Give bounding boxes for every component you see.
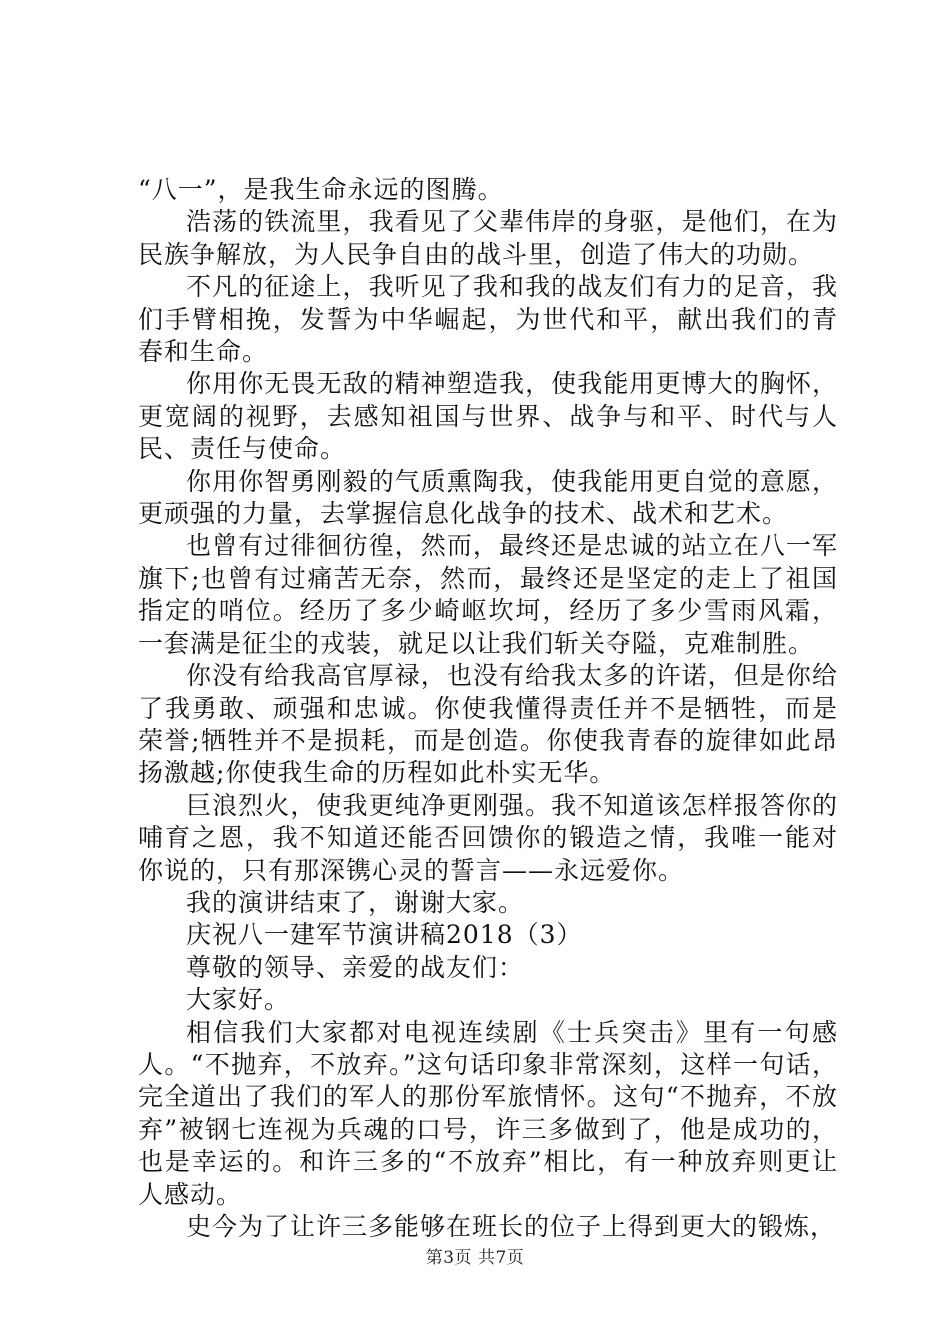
paragraph: 浩荡的铁流里，我看见了父辈伟岸的身驱，是他们，在为民族争解放，为人民争自由的战斗里，创造了伟大的功勋。 [138, 207, 838, 269]
document-body [138, 174, 838, 1243]
paragraph: 你没有给我高官厚禄，也没有给我太多的许诺，但是你给了我勇敢、顽强和忠诚。你使我懂得责任并不是牺牲，而是荣誉;牺牲并不是损耗，而是创造。你使我青春的旋律如此昂扬激越;你使我生命的历程如此朴实无华。 [138, 661, 838, 788]
section-title: 庆祝八一建军节演讲稿2018（3） [186, 920, 583, 950]
paragraph: “八一”，是我生命永远的图腾。 [138, 175, 504, 204]
paragraph: 也曾有过徘徊彷徨，然而，最终还是忠诚的站立在八一军旗下;也曾有过痛苦无奈，然而，最终还是坚定的走上了祖国指定的哨位。经历了多少崎岖坎坷，经历了多少雪雨风霜，一套满是征尘的戎装，就足以让我们斩关夺隘，克难制胜。 [138, 531, 838, 658]
paragraph: 史今为了让许三多能够在班长的位子上得到更大的锻炼， [186, 1212, 837, 1241]
greeting: 大家好。 [186, 985, 291, 1015]
closing-line: 我的演讲结束了，谢谢大家。 [186, 887, 525, 917]
page-number-label: 第3页 共7页 [425, 1248, 525, 1268]
paragraph: 你用你无畏无敌的精神塑造我，使我能用更博大的胸怀，更宽阔的视野，去感知祖国与世界、战争与和平、时代与人民、责任与使命。 [138, 369, 838, 464]
salutation: 尊敬的领导、亲爱的战友们： [186, 952, 525, 982]
paragraph: 不凡的征途上，我听见了我和我的战友们有力的足音，我们手臂相挽，发誓为中华崛起，为世代和平，献出我们的青春和生命。 [138, 272, 838, 367]
paragraph: 巨浪烈火，使我更纯净更刚强。我不知道该怎样报答你的哺育之恩，我不知道还能否回馈你的锻造之情，我唯一能对你说的，只有那深镌心灵的誓言——永远爱你。 [138, 790, 838, 885]
paragraph: 你用你智勇刚毅的气质熏陶我，使我能用更自觉的意愿，更顽强的力量，去掌握信息化战争的技术、战术和艺术。 [138, 466, 838, 529]
page-footer [0, 1243, 950, 1268]
paragraph: 相信我们大家都对电视连续剧《士兵突击》里有一句感人。“不抛弃，不放弃。”这句话印象非常深刻，这样一句话，完全道出了我们的军人的那份军旅情怀。这句“不抛弃，不放弃”被钢七连视为兵魂的口号，许三多做到了，他是成功的，也是幸运的。和许三多的“不放弃”相比，有一种放弃则更让人感动。 [138, 1017, 838, 1209]
